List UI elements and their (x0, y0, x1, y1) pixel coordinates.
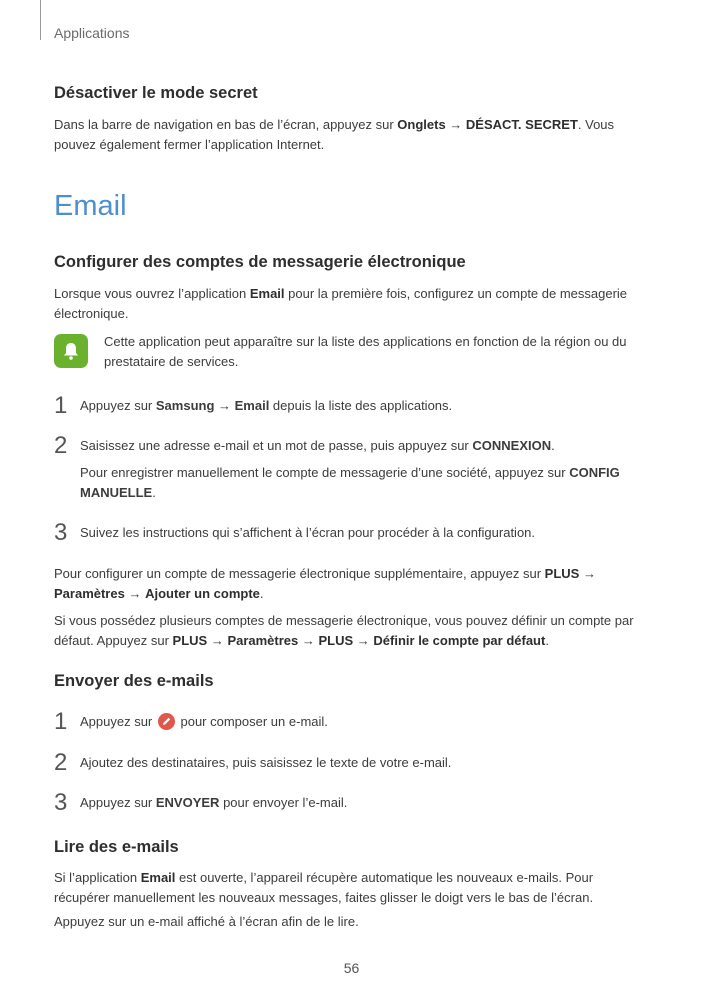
step-number: 2 (54, 749, 68, 776)
private-mode-paragraph: Dans la barre de navigation en bas de l’écran, appuyez sur Onglets → DÉSACT. SECRET. Vous pouvez également fermer l’application Internet. (54, 117, 615, 152)
step-text: Appuyez sur pour composer un e-mail. (80, 714, 328, 729)
default-account-paragraph: Si vous possédez plusieurs comptes de messagerie électronique, vous pouvez définir un compte par défaut. Appuyez sur PLUS → Paramètres → PLUS → Définir le compte par défaut. (54, 613, 634, 648)
step-text: Saisissez une adresse e-mail et un mot de passe, puis appuyez sur CONNEXION. (80, 438, 555, 453)
step-number: 3 (54, 519, 68, 546)
step-text: Suivez les instructions qui s’affichent à l’écran pour procéder à la configuration. (80, 525, 536, 540)
read-paragraph: Si l’application Email est ouverte, l’appareil récupère automatique les nouveaux e-mails. Pour récupérer manuellement les nouveaux messages, faites glisser le doigt vers le bas de l’écran. (54, 870, 594, 905)
compose-icon (158, 713, 175, 730)
step-number: 2 (54, 432, 68, 459)
step-number: 3 (54, 789, 68, 816)
send-heading: Envoyer des e-mails (54, 672, 214, 690)
note-bell-icon (54, 334, 88, 368)
read-heading: Lire des e-mails (54, 838, 179, 856)
step-text: Ajoutez des destinataires, puis saisissez le texte de votre e-mail. (80, 755, 452, 770)
configure-heading: Configurer des comptes de messagerie électronique (54, 253, 466, 271)
note-text: Cette application peut apparaître sur la liste des applications en fonction de la région ou du prestataire de services. (104, 334, 627, 369)
email-title: Email (54, 190, 127, 222)
section-header: Applications (54, 25, 130, 41)
read-paragraph-2: Appuyez sur un e-mail affiché à l’écran afin de le lire. (54, 914, 359, 929)
step-number: 1 (54, 392, 68, 419)
step-text: Appuyez sur ENVOYER pour envoyer l’e-mail. (80, 795, 348, 810)
step-number: 1 (54, 708, 68, 735)
step-text: Appuyez sur Samsung → Email depuis la liste des applications. (80, 398, 453, 413)
header-rule (40, 0, 41, 40)
configure-intro: Lorsque vous ouvrez l’application Email pour la première fois, configurez un compte de messagerie électronique. (54, 286, 628, 321)
step-subtext: Pour enregistrer manuellement le compte de messagerie d’une société, appuyez sur CONFIG MANUELLE. (80, 465, 620, 500)
page-number: 56 (343, 960, 360, 976)
extra-account-paragraph: Pour configurer un compte de messagerie électronique supplémentaire, appuyez sur PLUS → Paramètres → Ajouter un compte. (54, 566, 596, 601)
private-mode-heading: Désactiver le mode secret (54, 84, 258, 102)
